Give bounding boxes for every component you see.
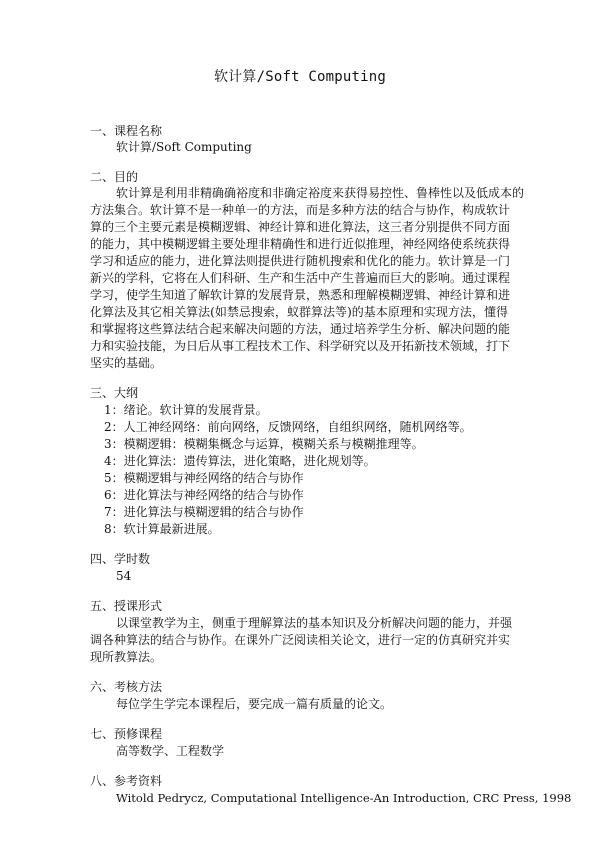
teaching-form-line: 现所教算法。 xyxy=(90,650,163,664)
outline-item: 2：人工神经网络：前向网络，反馈网络，自组织网络，随机网络等。 xyxy=(104,420,472,434)
purpose-line: 力和实验技能，为日后从事工程技术工作、科学研究以及开拓新技术领域，打下 xyxy=(90,339,511,353)
outline-item: 4：进化算法：遗传算法，进化策略，进化规划等。 xyxy=(104,454,376,468)
purpose-line: 坚实的基础。 xyxy=(90,356,163,370)
section-heading-assessment: 六、考核方法 xyxy=(90,680,163,694)
section-heading-references: 八、参考资料 xyxy=(90,774,163,788)
outline-item: 3：模糊逻辑：模糊集概念与运算，模糊关系与模糊推理等。 xyxy=(104,437,424,451)
purpose-line: 学习和适应的能力，进化算法则提供进行随机搜索和优化的能力。软计算是一门 xyxy=(90,254,511,268)
assessment-text: 每位学生学完本课程后，要完成一篇有质量的论文。 xyxy=(116,697,393,711)
purpose-line: 方法集合。软计算不是一种单一的方法，而是多种方法的结合与协作，构成软计 xyxy=(90,203,511,217)
purpose-line: 新兴的学科，它将在人们科研、生产和生活中产生普遍而巨大的影响。通过课程 xyxy=(90,271,511,285)
teaching-form-line: 调各种算法的结合与协作。在课外广泛阅读相关论文，进行一定的仿真研究并实 xyxy=(90,633,511,647)
outline-item: 8：软计算最新进展。 xyxy=(104,522,220,536)
outline-item: 1：绪论。软计算的发展背景。 xyxy=(104,403,268,417)
purpose-line: 化算法及其它相关算法(如禁忌搜索，蚁群算法等)的基本原理和实现方法，懂得 xyxy=(90,305,508,319)
section-heading-outline: 三、大纲 xyxy=(90,386,139,400)
purpose-line: 软计算是利用非精确确裕度和非确定裕度来获得易控性、鲁棒性以及低成本的 xyxy=(116,186,525,200)
hours-value: 54 xyxy=(116,569,132,583)
section-heading-purpose: 二、目的 xyxy=(90,170,139,184)
teaching-form-line: 以课堂教学为主，侧重于理解算法的基本知识及分析解决问题的能力，并强 xyxy=(116,616,513,630)
outline-item: 5：模糊逻辑与神经网络的结合与协作 xyxy=(104,471,304,485)
outline-item: 6：进化算法与神经网络的结合与协作 xyxy=(104,488,304,502)
section-heading-prerequisites: 七、预修课程 xyxy=(90,727,163,741)
section-heading-course-name: 一、课程名称 xyxy=(90,124,163,138)
purpose-line: 算的三个主要元素是模糊逻辑、神经计算和进化算法，这三者分别提供不同方面 xyxy=(90,220,511,234)
prerequisites-text: 高等数学、工程数学 xyxy=(116,744,225,758)
outline-item: 7：进化算法与模糊逻辑的结合与协作 xyxy=(104,505,304,519)
purpose-line: 的能力，其中模糊逻辑主要处理非精确性和进行近似推理，神经网络使系统获得 xyxy=(90,237,511,251)
purpose-line: 学习，使学生知道了解软计算的发展背景，熟悉和理解模糊逻辑、神经计算和进 xyxy=(90,288,511,302)
section-heading-teaching-form: 五、授课形式 xyxy=(90,599,163,613)
course-name-text: 软计算/Soft Computing xyxy=(116,140,252,154)
section-heading-hours: 四、学时数 xyxy=(90,552,151,566)
reference-item: Witold Pedrycz, Computational Intelligence-An Introduction, CRC Press, 1998 xyxy=(116,791,572,805)
purpose-line: 和掌握将这些算法结合起来解决问题的方法，通过培养学生分析、解决问题的能 xyxy=(90,322,511,336)
page-title: 软计算/Soft Computing xyxy=(213,69,387,85)
